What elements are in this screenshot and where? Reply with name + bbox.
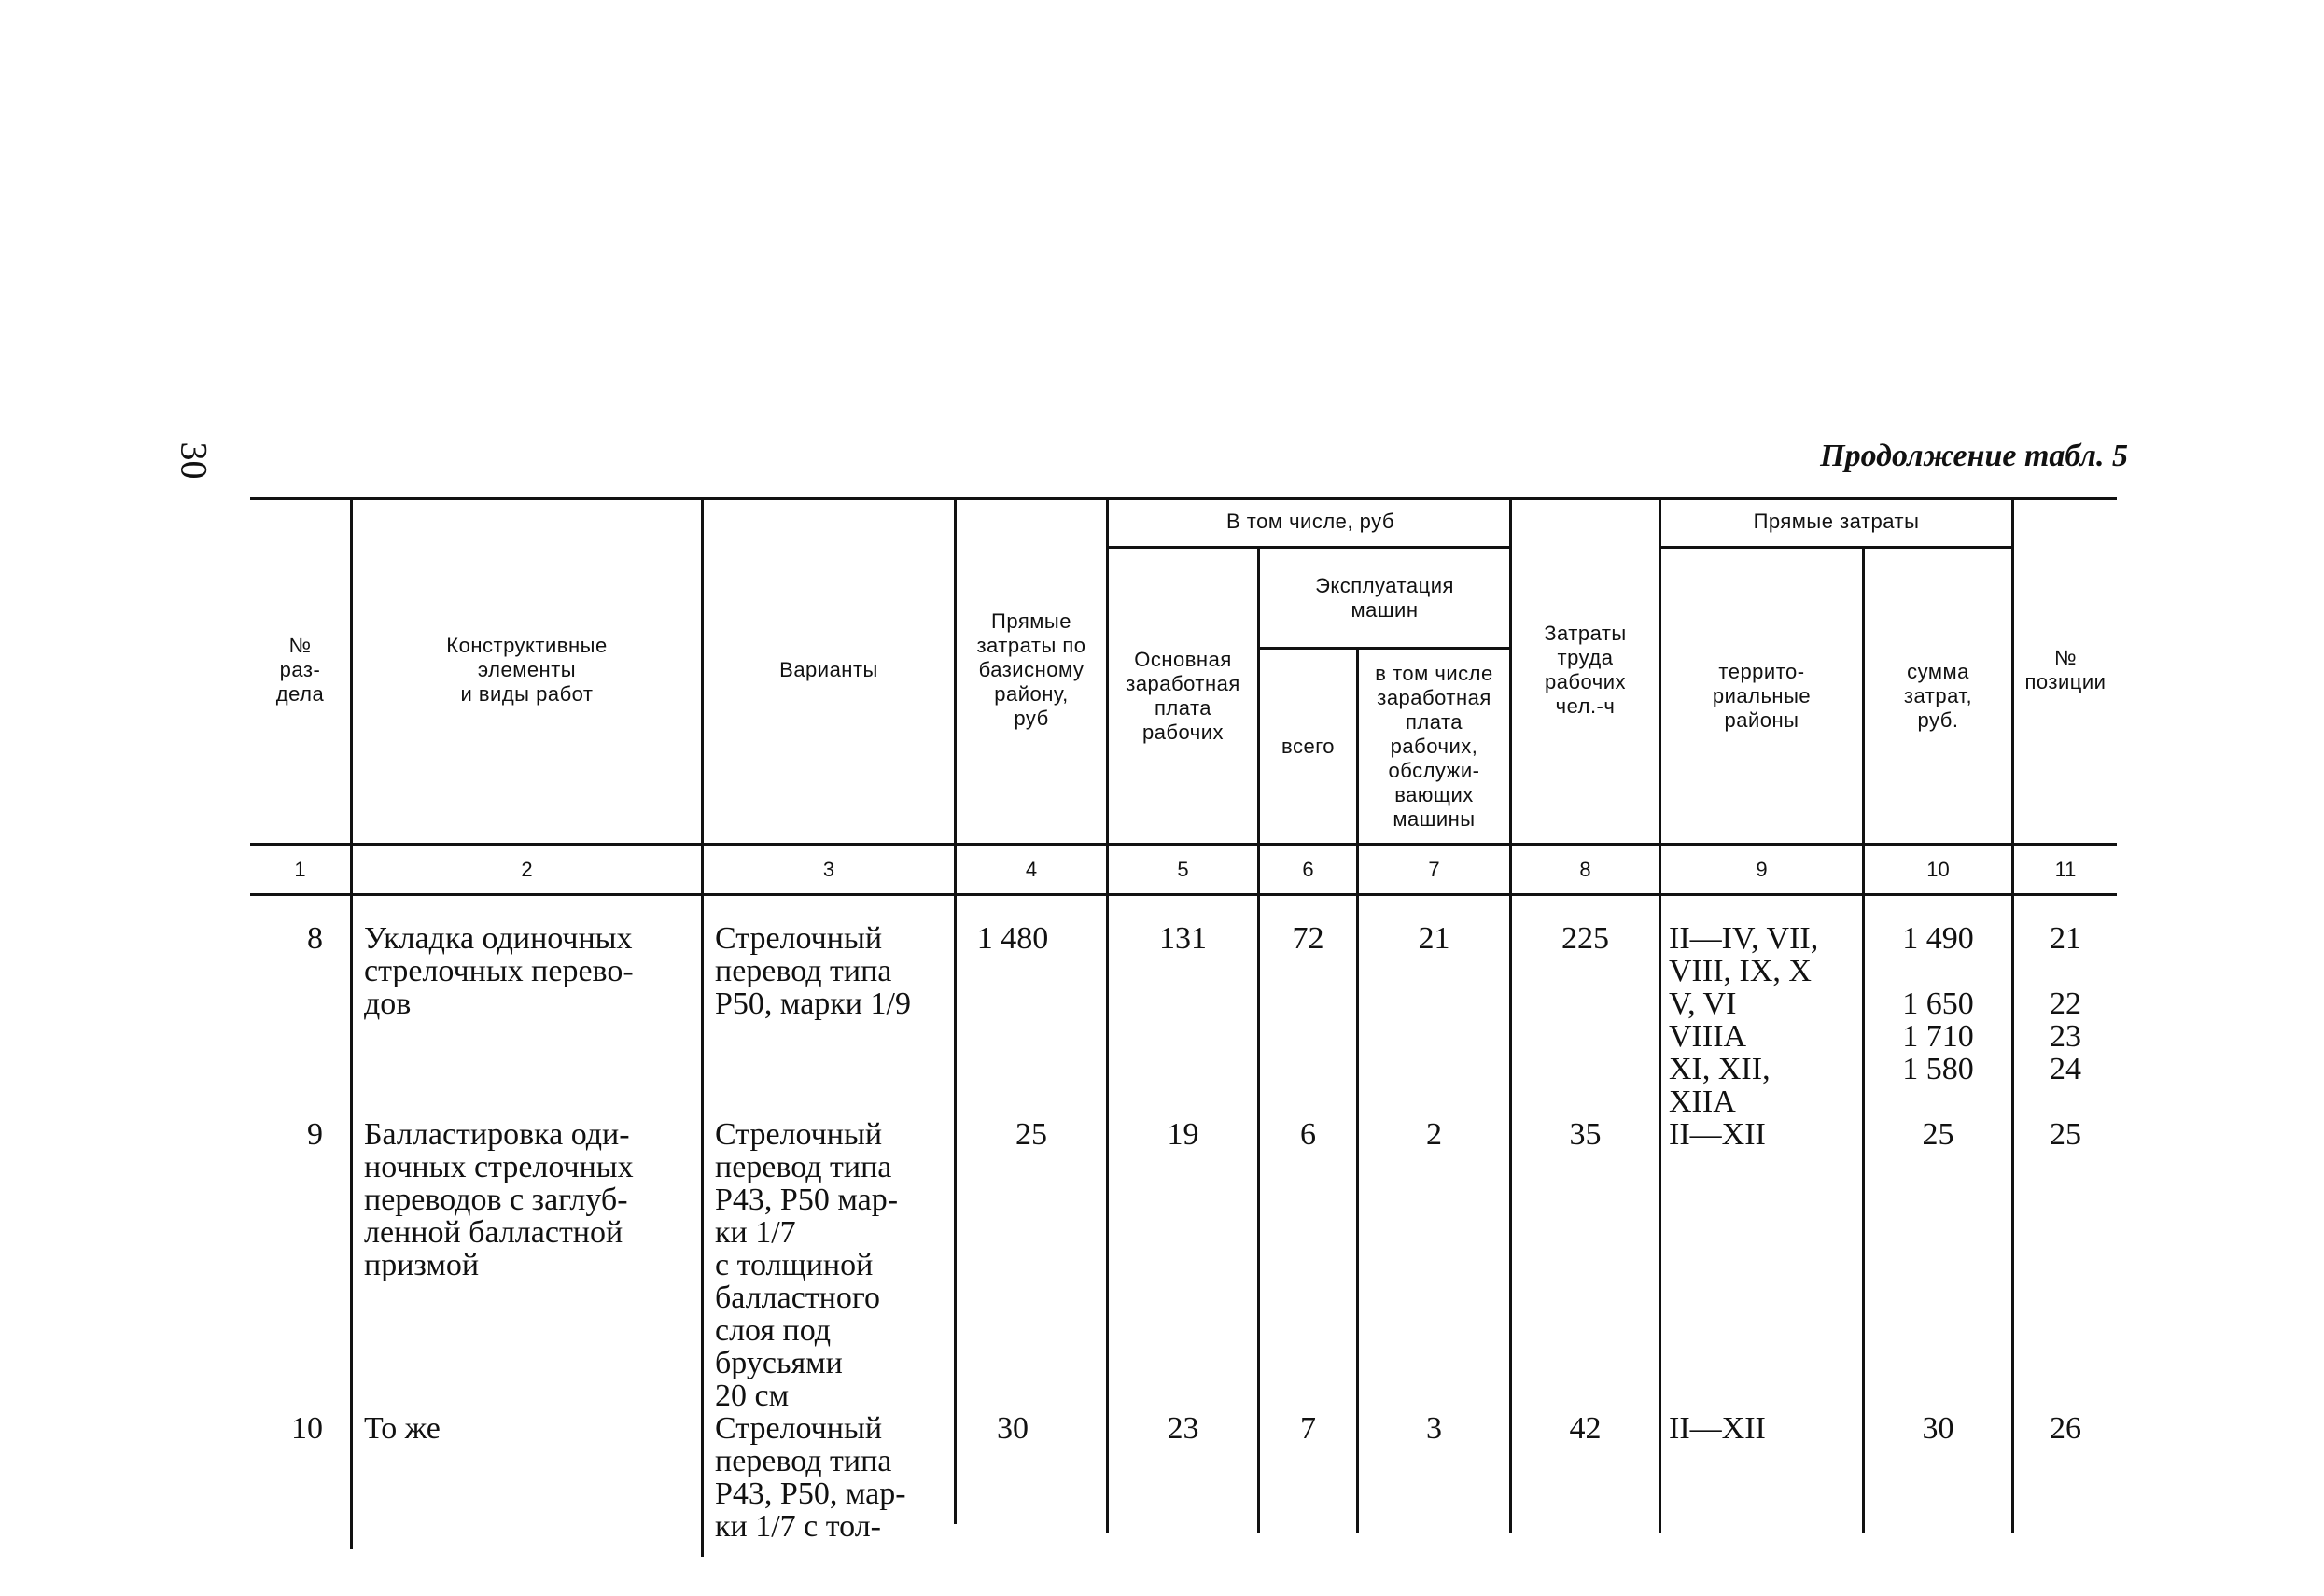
- col-number: 9: [1756, 858, 1768, 881]
- table-row-positions: 26: [2050, 1411, 2081, 1446]
- table-row-base-cost: 1 480: [976, 921, 1049, 956]
- header-base-cost: Прямые затраты по базисному району, руб: [976, 609, 1086, 730]
- col-number: 3: [822, 858, 835, 881]
- table-row-sums: 30: [1922, 1411, 1954, 1446]
- table-row-base-cost: 25: [1015, 1117, 1047, 1152]
- table-row-variant: Стрелочный перевод типа Р43, Р50 мар- ки 1/7 с толщиной балластного слоя под брусьями 20 см: [715, 1117, 899, 1413]
- header-labor: Затраты труда рабочих чел.-ч: [1544, 622, 1627, 718]
- col-number: 7: [1428, 858, 1440, 881]
- table-row-regions: II—XII: [1669, 1411, 1766, 1446]
- table-row-mach-total: 72: [1292, 921, 1324, 956]
- table-row-mach-wage: 3: [1426, 1411, 1442, 1446]
- table-row-mach-total: 6: [1300, 1117, 1316, 1152]
- table-row-base-cost: 30: [997, 1411, 1029, 1446]
- table-row-mach-wage: 2: [1426, 1117, 1442, 1152]
- table-row-section: 10: [291, 1411, 323, 1446]
- table-row-regions: II—IV, VII, VIII, IX, X V, VI VIIIA XI, XII, XIIA: [1669, 921, 1819, 1119]
- table-row-mach-total: 7: [1300, 1411, 1316, 1446]
- table-row-wage: 23: [1167, 1411, 1199, 1446]
- table-row-element: Балластировка оди- ночных стрелочных переводов с заглуб- ленной балластной призмой: [364, 1117, 634, 1282]
- table-row-element: То же: [364, 1411, 441, 1446]
- col-number: 6: [1302, 858, 1314, 881]
- table-row-sums: 25: [1922, 1117, 1954, 1152]
- header-wage: Основная заработная плата рабочих: [1126, 647, 1240, 744]
- header-mach-total: всего: [1281, 734, 1335, 758]
- table-row-variant: Стрелочный перевод типа Р50, марки 1/9: [715, 921, 911, 1021]
- header-section-no: № раз- дела: [275, 634, 325, 706]
- header-group-direct: Прямые затраты: [1753, 510, 1920, 533]
- header-group-incl: В том числе, руб: [1226, 510, 1394, 533]
- header-regions: террито- риальные районы: [1712, 659, 1812, 732]
- table-row-element: Укладка одиночных стрелочных перево- дов: [364, 921, 634, 1021]
- table-row-wage: 19: [1167, 1117, 1199, 1152]
- table-row-mach-wage: 21: [1418, 921, 1450, 956]
- page-number: 30: [173, 441, 216, 480]
- table-caption: Продолжение табл. 5: [1820, 439, 2128, 473]
- header-sum: сумма затрат, руб.: [1903, 659, 1973, 732]
- col-number: 11: [2054, 858, 2077, 881]
- table-row-variant: Стрелочный перевод типа Р43, Р50, мар- ки 1/7 с тол-: [715, 1411, 906, 1544]
- header-position: № позиции: [2024, 646, 2107, 693]
- header-elements: Конструктивные элементы и виды работ: [446, 634, 608, 706]
- col-number: 8: [1579, 858, 1591, 881]
- header-mach-wage: в том числе заработная плата рабочих, обслужи- вающих машины: [1375, 661, 1493, 831]
- cost-table: [250, 497, 2117, 1561]
- table-row-positions: 25: [2050, 1117, 2081, 1152]
- col-number: 2: [521, 858, 533, 881]
- col-number: 4: [1025, 858, 1038, 881]
- table-row-sums: 1 490 1 650 1 710 1 580: [1902, 921, 1974, 1086]
- table-row-labor: 42: [1569, 1411, 1602, 1446]
- col-number: 1: [294, 858, 306, 881]
- table-row-regions: II—XII: [1669, 1117, 1766, 1152]
- header-group-mach: Эксплуатация машин: [1315, 573, 1454, 622]
- col-number: 10: [1926, 858, 1950, 881]
- table-row-section: 8: [307, 921, 323, 956]
- table-row-labor: 225: [1561, 921, 1609, 956]
- table-row-labor: 35: [1569, 1117, 1602, 1152]
- col-number: 5: [1177, 858, 1189, 881]
- table-row-positions: 21 22 23 24: [2050, 921, 2081, 1086]
- table-row-section: 9: [307, 1117, 323, 1152]
- header-variants: Варианты: [779, 658, 878, 681]
- table-row-wage: 131: [1159, 921, 1207, 956]
